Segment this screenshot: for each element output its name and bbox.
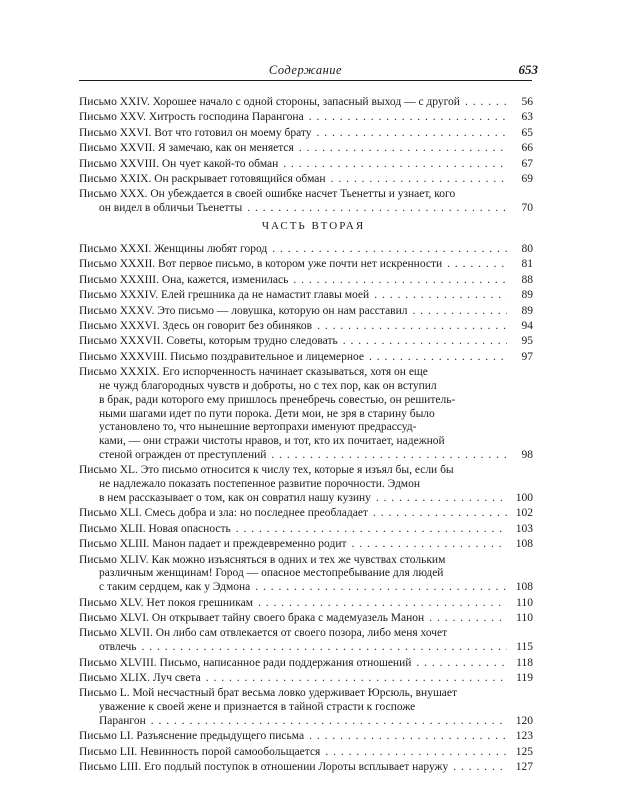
toc-entry [79, 111, 533, 125]
dot-leader [304, 730, 507, 744]
toc-page-number: 63 [521, 111, 533, 124]
dot-leader [278, 158, 507, 172]
toc-page-number: 88 [521, 273, 533, 286]
toc-entry-text: в брак, ради которого ему пришлось пренебречь совестью, он решитель- [99, 393, 456, 406]
toc-page-number: 95 [521, 335, 533, 348]
page-number: 653 [518, 62, 538, 77]
toc-entry-text: в нем рассказывает о том, как он совратил нашу кузину [99, 491, 371, 504]
toc-entry-text: Письмо XXXVII. Советы, которым трудно следовать [79, 335, 338, 348]
toc-entry-line [79, 523, 533, 537]
toc-entry-line [79, 538, 533, 552]
dot-leader [408, 305, 507, 319]
toc-entry [79, 243, 533, 257]
toc-entry-text: Письмо XLII. Новая опасность [79, 522, 231, 535]
toc-entry-text: Письмо XLVII. Он либо сам отвлекается от своего позора, либо меня хочет [79, 627, 448, 640]
dot-leader [326, 173, 507, 187]
toc-page-number: 103 [515, 522, 533, 535]
dot-leader [424, 612, 507, 626]
toc-entry-line [79, 641, 533, 655]
toc-entry-text: Письмо XXXIV. Елей грешника да не намастит главы моей [79, 289, 370, 302]
toc-page-number: 110 [516, 612, 533, 624]
toc-entry [79, 464, 533, 505]
toc-entry-line [79, 173, 533, 187]
toc-entry-text: ными шагами идет по пути порока. Дети мои, не зря в старину было [99, 407, 435, 420]
toc-entry-text: отвлечь [99, 641, 137, 654]
toc-page-number: 102 [515, 507, 533, 520]
toc-page-number: 119 [516, 672, 533, 684]
toc-entry-text: Письмо XXVIII. Он чует какой-то обман [79, 157, 279, 170]
running-head-title: Содержание [268, 63, 343, 77]
toc-entry-line [79, 687, 533, 701]
toc-entry [79, 96, 533, 110]
toc-entry-line [79, 627, 533, 641]
toc-page-number: 89 [521, 289, 533, 302]
toc-entry [79, 320, 533, 334]
toc-entry-line [79, 305, 533, 319]
toc-page-number: 89 [521, 304, 533, 317]
toc-page-number: 81 [521, 258, 533, 271]
toc-entry [79, 507, 533, 521]
dot-leader [369, 289, 507, 303]
toc-entry-line [79, 464, 533, 478]
toc-entry-line [79, 366, 533, 380]
dot-leader [364, 351, 507, 365]
toc-entry [79, 538, 533, 552]
toc-entry [79, 289, 533, 303]
dot-leader [253, 597, 507, 611]
toc-entry-text: Письмо XLV. Нет покоя грешникам [79, 596, 253, 609]
toc-entry-line [79, 127, 533, 141]
toc-entry-line [79, 657, 533, 671]
toc-entry [79, 612, 533, 626]
toc-entry-line [79, 243, 533, 257]
toc-page-number: 115 [516, 641, 533, 654]
toc-page-number: 65 [521, 126, 533, 139]
toc-entry-line [79, 554, 533, 568]
toc-entry [79, 730, 533, 744]
dot-leader [242, 202, 507, 216]
dot-leader [448, 761, 507, 775]
dot-leader [137, 641, 508, 655]
dot-leader [347, 538, 508, 552]
toc-entry-text: не чужд благородных чувств и доброты, но с тех пор, как он вступил [99, 379, 437, 392]
toc-entry [79, 366, 533, 463]
dot-leader [338, 335, 507, 349]
toc-entry-text: Письмо XLVI. Он открывает тайну своего брака с мадемуазель Манон [79, 612, 425, 624]
dot-leader [146, 715, 507, 729]
toc-entry-text: Письмо XXXI. Женщины любят город [79, 243, 268, 255]
toc-page-number: 67 [521, 157, 533, 170]
toc-page-number: 69 [521, 173, 533, 185]
toc-entry [79, 746, 533, 760]
toc-entry-text: Письмо LI. Разъяснение предыдущего письма [79, 730, 305, 743]
toc-page-number: 97 [521, 350, 533, 363]
toc-entry [79, 554, 533, 595]
toc-entry-line [79, 111, 533, 125]
toc-page-number: 120 [515, 714, 533, 727]
toc-entry-text: Письмо XLIII. Манон падает и преждевременно родит [79, 538, 347, 551]
toc-entry [79, 274, 533, 288]
toc-entry-line [79, 421, 533, 435]
dot-leader [312, 127, 508, 141]
toc-entry-text: Парангон [99, 714, 146, 727]
toc-entry-line [79, 408, 533, 422]
toc-entry-text: Письмо LIII. Его подлый поступок в отношении Лороты всплывает наружу [79, 761, 449, 774]
toc-entry-text: Письмо L. Мой несчастный брат весьма ловко удерживает Юрсюль, внушает [79, 687, 458, 700]
toc-entry-line [79, 96, 533, 110]
toc-entry-line [79, 335, 533, 349]
toc-entry-line [79, 351, 533, 365]
toc-page-number: 125 [515, 745, 533, 758]
dot-leader [460, 96, 507, 110]
toc-entry [79, 173, 533, 187]
toc-entry-line [79, 289, 533, 303]
dot-leader [320, 746, 507, 760]
toc-entry-line [79, 581, 533, 595]
toc-entry [79, 142, 533, 156]
toc-entry [79, 657, 533, 671]
toc-page-number: 108 [515, 581, 533, 594]
toc-entry-text: Письмо XLI. Смесь добра и зла: но последнее преобладает [79, 507, 368, 520]
toc-entry-text: Письмо XXX. Он убеждается в своей ошибке насчет Тьенетты и узнает, кого [79, 188, 456, 201]
toc-entry [79, 672, 533, 686]
toc-entry-line [79, 202, 533, 216]
toc-entry-text: уважение к своей жене и признается в тайной страсти к госпоже [99, 701, 416, 714]
toc-page-number: 100 [515, 491, 533, 504]
toc-entry [79, 687, 533, 728]
toc-entry-text: установлено то, что нынешние вертопрахи именуют предрассуд- [99, 421, 417, 434]
toc-entry-text: Письмо XLIV. Как можно изъясняться в одних и тех же чувствах стольким [79, 553, 446, 566]
dot-leader [250, 581, 507, 595]
dot-leader [294, 142, 507, 156]
toc-entry [79, 127, 533, 141]
toc-page-number: 108 [515, 538, 533, 551]
toc-page-number: 66 [521, 142, 533, 155]
toc-entry-text: Письмо XXIX. Он раскрывает готовящийся обман [79, 173, 326, 185]
toc-entry-line [79, 380, 533, 394]
toc-entry [79, 305, 533, 319]
toc-entry-line [79, 142, 533, 156]
toc-page-number: 80 [521, 243, 533, 255]
part-two-heading: ЧАСТЬ ВТОРАЯ [261, 220, 366, 232]
toc-entry-text: стеной огражден от преступлений [99, 448, 267, 461]
dot-leader [371, 492, 507, 506]
toc-page-number: 123 [515, 730, 533, 743]
toc-entry-line [79, 435, 533, 449]
toc-entry-line [79, 730, 533, 744]
toc-entry-line [79, 715, 533, 729]
toc-entry-line [79, 478, 533, 492]
dot-leader [231, 523, 507, 537]
toc-entry-line [79, 507, 533, 521]
toc-entry-line [79, 258, 533, 272]
toc-entry-line [79, 746, 533, 760]
toc-entry-line [79, 274, 533, 288]
dot-leader [312, 320, 507, 334]
toc-entry-line [79, 701, 533, 715]
toc-entry-line [79, 320, 533, 334]
toc-entry-text: не надлежало показать постепенное развитие порочности. Эдмон [99, 478, 420, 491]
dot-leader [288, 274, 507, 288]
toc-entry-line [79, 449, 533, 463]
toc-entry-text: Письмо XL. Это письмо относится к числу тех, которые я изъял бы, если бы [79, 464, 454, 477]
running-head [79, 62, 538, 81]
toc-entry-text: Письмо XXXII. Вот первое письмо, в котором уже почти нет искренности [79, 258, 443, 271]
toc-entry-text: Письмо XXXVIII. Письмо поздравительное и лицемерное [79, 350, 365, 363]
toc-entry-text: Письмо XLIX. Луч света [79, 672, 201, 684]
dot-leader [201, 672, 507, 686]
toc-entry-line [79, 492, 533, 506]
toc-entry-line [79, 761, 533, 775]
dot-leader [411, 657, 507, 671]
toc-entry-line [79, 672, 533, 686]
toc-entry-text: ками, — они стражи чистоты нравов, и тот, кто их почитает, надежной [99, 435, 445, 448]
toc-entry-text: с таким сердцем, как у Эдмона [99, 581, 251, 594]
toc-entry-text: Письмо XLVIII. Письмо, написанное ради поддержания отношений [79, 656, 412, 669]
toc-entry-text: Письмо XXXV. Это письмо — ловушка, которую он нам расставил [79, 304, 408, 317]
toc-entry-text: Письмо XXVII. Я замечаю, как он меняется [79, 142, 294, 155]
toc-entry-text: Письмо XXXIX. Его испорченность начинает сказываться, хотя он еще [79, 366, 428, 379]
toc-page-number: 56 [521, 96, 533, 108]
toc-page-number: 127 [515, 761, 533, 774]
toc-entry-text: Письмо LII. Невинность порой самообольщается [79, 745, 321, 758]
toc-entry-text: Письмо XXVI. Вот что готовил он моему брату [79, 126, 312, 139]
dot-leader [267, 243, 507, 257]
toc-entry-text: Письмо XXIV. Хорошее начало с одной стороны, запасный выход — с другой [79, 96, 460, 108]
toc-entry-line [79, 158, 533, 172]
toc-entry [79, 597, 533, 611]
toc-entry [79, 158, 533, 172]
toc-entry-text: Письмо XXXIII. Она, кажется, изменилась [79, 273, 289, 286]
toc-entry [79, 761, 533, 775]
toc-entry [79, 351, 533, 365]
toc-page-number: 94 [521, 320, 533, 332]
toc-entry-line [79, 597, 533, 611]
toc-entry [79, 627, 533, 655]
toc-page-number: 98 [521, 448, 533, 461]
dot-leader [266, 449, 507, 463]
dot-leader [304, 111, 507, 125]
toc-entry [79, 188, 533, 216]
toc-entry [79, 335, 533, 349]
dot-leader [442, 258, 507, 272]
toc-entry [79, 258, 533, 272]
toc-entry-text: различным женщинам! Город — опасное местопребывание для людей [99, 567, 444, 580]
toc-entry-line [79, 567, 533, 581]
toc-entry-line [79, 394, 533, 408]
toc-entry-line [79, 612, 533, 626]
toc-page-number: 70 [521, 202, 533, 215]
toc-entry-line [79, 188, 533, 202]
toc-entry [79, 523, 533, 537]
toc-page-number: 110 [516, 596, 533, 609]
toc-entry-text: он видел в обличьи Тьенетты [99, 202, 243, 215]
toc-page-number: 118 [516, 656, 533, 669]
dot-leader [368, 507, 507, 521]
toc-entry-text: Письмо XXXVI. Здесь он говорит без обиняков [79, 320, 313, 332]
toc-entry-text: Письмо XXV. Хитрость господина Парангона [79, 111, 304, 124]
